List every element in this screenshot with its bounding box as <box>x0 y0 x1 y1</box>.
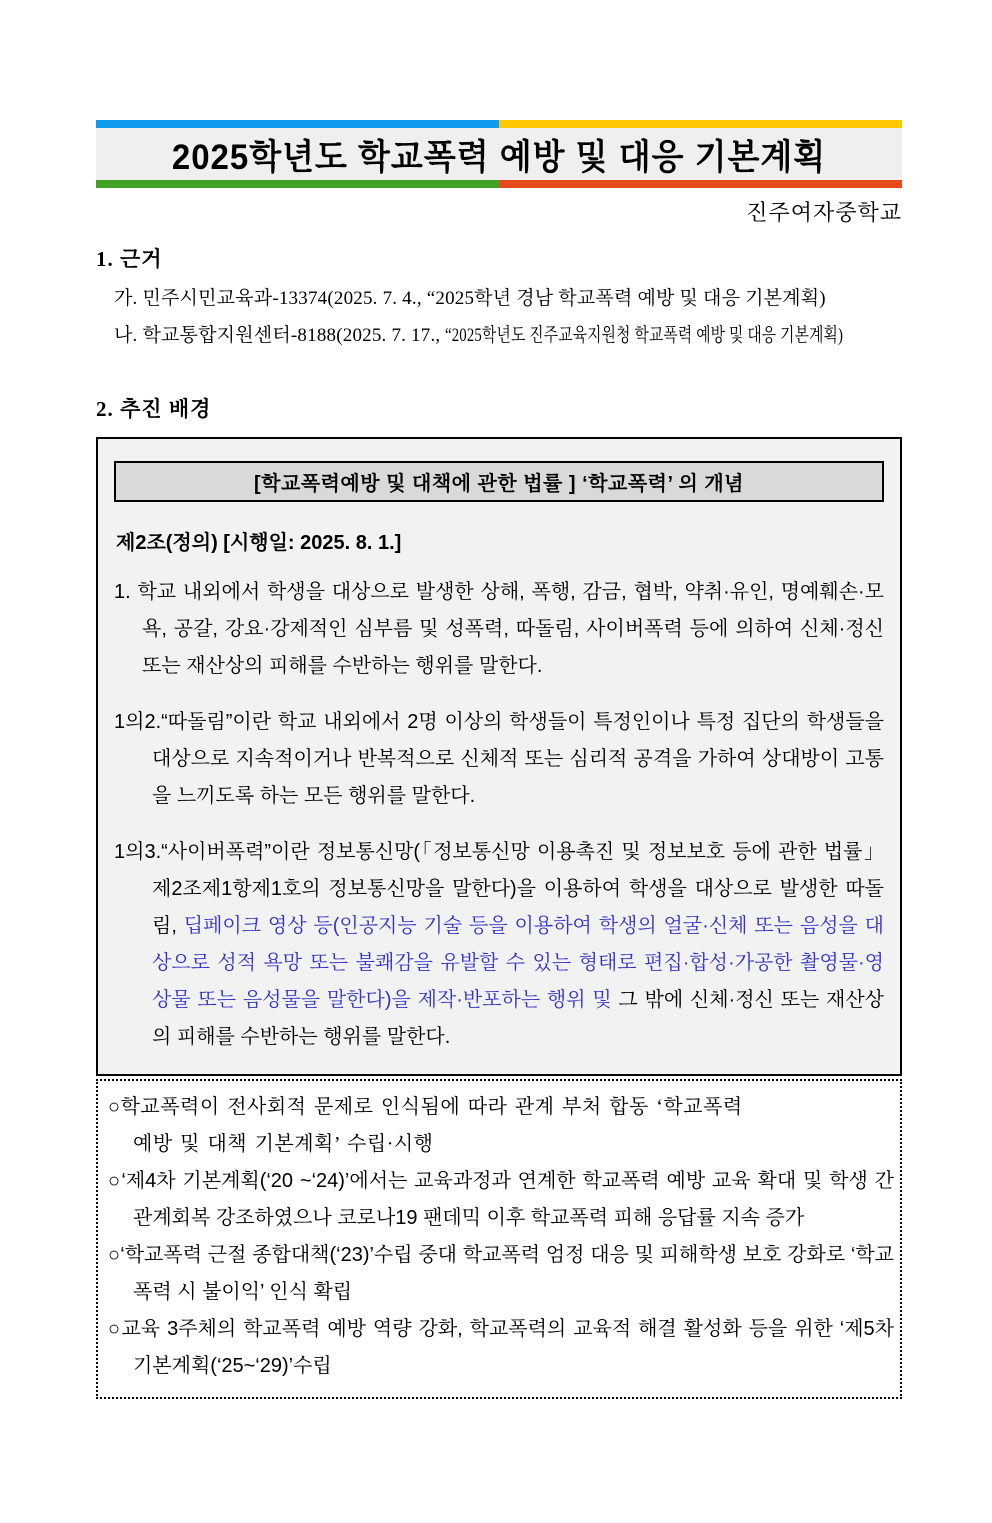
circle-bullet: ○ <box>108 1244 121 1266</box>
document-header <box>96 120 902 188</box>
header-bottom-color-bar <box>96 180 902 188</box>
background-item-2-text: ‘제4차 기본계획(‘20 ~‘24)’에서는 교육과정과 연계한 학교폭력 예방 교육 확대 및 학생 간 관계회복 강조하였으나 코로나19 팬데믹 이후 학교폭력 피해 응답률 지속 증가 <box>121 1170 894 1229</box>
law-clause-1-3 <box>114 834 884 1056</box>
circle-bullet: ○ <box>108 1318 122 1340</box>
background-item-1 <box>108 1089 894 1163</box>
header-top-color-bar <box>96 120 902 128</box>
background-item-1-line-2: 예방 및 대책 기본계획’ 수립·시행 <box>133 1133 434 1155</box>
law-clause-1-3-black-lead: 1의3.“사이버폭력”이란 정보통신망(「정보통신망 이용촉진 및 정보보호 등에 관한 법률」제2조제1항제1호의 정보통신망을 말한다)을 이용하여 학생을 대상으로 발생한 따돌림, <box>114 841 884 937</box>
section1-heading: 1. 근거 <box>96 247 163 271</box>
background-item-3-text: ‘학교폭력 근절 종합대책(‘23)’수립 중대 학교폭력 엄정 대응 및 피해학생 보호 강화로 ‘학교폭력 시 불이익’ 인식 확립 <box>120 1244 894 1303</box>
circle-bullet: ○ <box>108 1096 121 1118</box>
header-bar-blue <box>96 120 499 128</box>
title-band <box>96 128 902 180</box>
document-page <box>96 120 902 1399</box>
school-name: 진주여자중학교 <box>746 200 902 225</box>
header-bar-red <box>499 180 902 188</box>
reference-item-na <box>114 320 902 347</box>
header-bar-yellow <box>499 120 902 128</box>
law-definition-box <box>96 437 902 1076</box>
law-clause-1-2: 1의2.“따돌림”이란 학교 내외에서 2명 이상의 학생들이 특정인이나 특정 집단의 학생들을 대상으로 지속적이거나 반복적으로 신체적 또는 심리적 공격을 가하여 상대방이 고통을 느끼도록 하는 모든 행위를 말한다. <box>114 711 884 807</box>
law-box-title: [학교폭력예방 및 대책에 관한 법률 ] ‘학교폭력’ 의 개념 <box>114 461 884 502</box>
background-item-3 <box>108 1237 894 1311</box>
reference-item-na-prefix: 나. 학교통합지원센터-8188(2025. 7. 17., <box>114 325 446 346</box>
section2-heading: 2. 추진 배경 <box>96 397 212 421</box>
background-summary-box <box>96 1079 902 1399</box>
document-title: 2025학년도 학교폭력 예방 및 대응 기본계획 <box>171 136 827 176</box>
background-item-1-line-1: 학교폭력이 전사회적 문제로 인식됨에 따라 관계 부처 합동 ‘학교폭력 <box>120 1096 743 1118</box>
law-clause-1-3-blue-text: 딥페이크 영상 등(인공지능 기술 등을 이용하여 학생의 얼굴·신체 또는 음성을 대상으로 성적 욕망 또는 불쾌감을 유발할 수 있는 형태로 편집·합성·가공한 촬영물·영상물 또는 음성물을 말한다)을 제작·반포하는 행위 및 <box>152 915 884 1011</box>
header-bar-green <box>96 180 499 188</box>
section-background <box>96 393 902 1399</box>
background-item-4 <box>108 1311 894 1385</box>
law-clause-1: 1. 학교 내외에서 학생을 대상으로 발생한 상해, 폭행, 감금, 협박, 약취·유인, 명예훼손·모욕, 공갈, 강요·강제적인 심부름 및 성폭력, 따돌림, 사이버폭력 등에 의하여 신체·정신 또는 재산상의 피해를 수반하는 행위를 말한다. <box>114 581 884 677</box>
background-item-4-text: 교육 3주체의 학교폭력 예방 역량 강화, 학교폭력의 교육적 해결 활성화 등을 위한 ‘제5차 기본계획(‘25~‘29)’수립 <box>121 1318 894 1377</box>
law-article-line: 제2조(정의) [시행일: 2025. 8. 1.] <box>116 532 402 554</box>
reference-item-na-condensed: “2025학년도 진주교육지원청 학교폭력 예방 및 대응 기본계획) <box>445 325 844 346</box>
law-clause-1-3-black-tail: 그 밖에 신체·정신 또는 재산상의 피해를 수반하는 행위를 말한다. <box>152 989 884 1048</box>
reference-item-ga: 가. 민주시민교육과-13374(2025. 7. 4., “2025학년 경남 학교폭력 예방 및 대응 기본계획) <box>114 288 826 309</box>
circle-bullet: ○ <box>108 1170 122 1192</box>
background-item-2 <box>108 1163 894 1237</box>
section-basis <box>96 243 902 347</box>
